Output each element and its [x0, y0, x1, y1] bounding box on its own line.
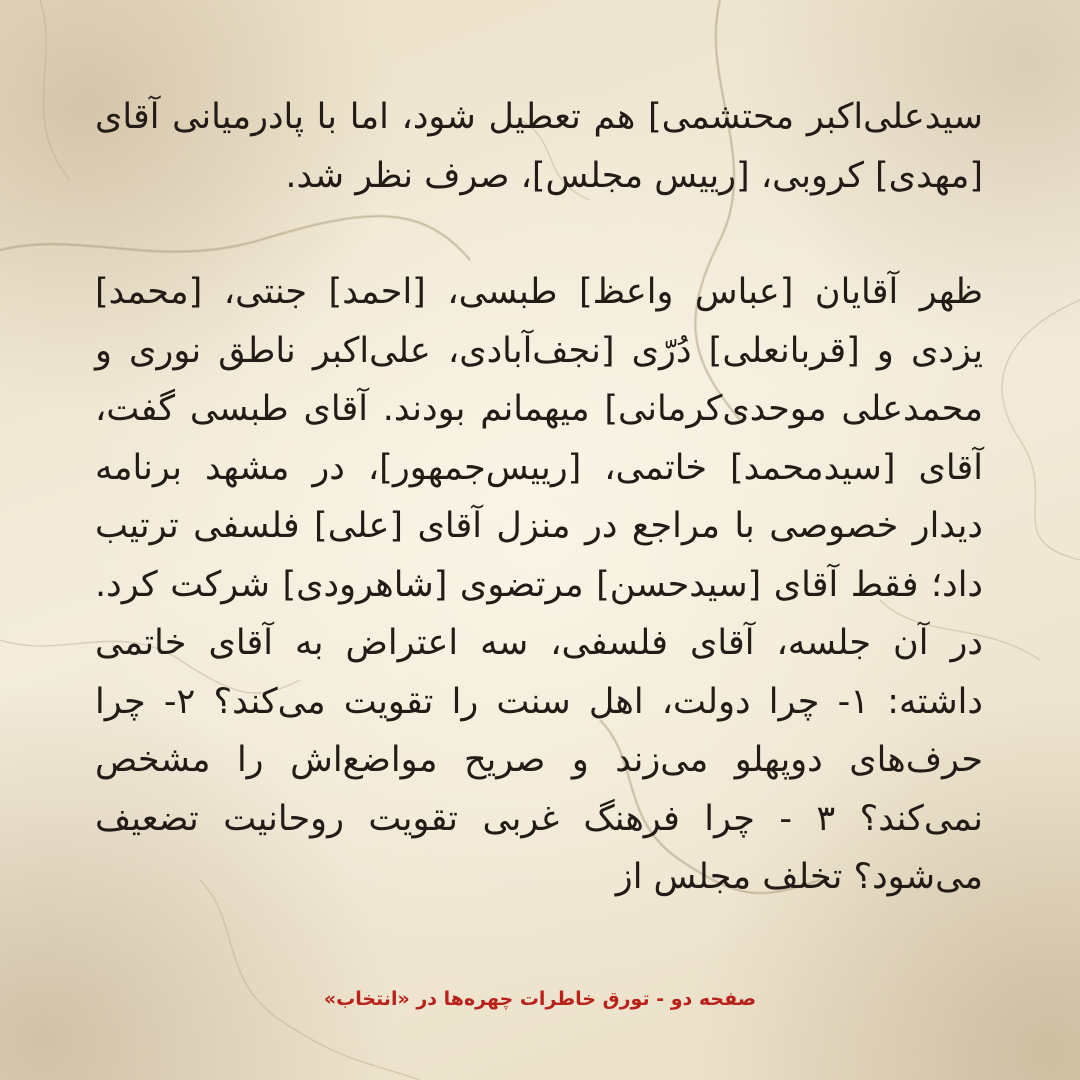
- paragraph-1: سیدعلی‌اکبر محتشمی] هم تعطیل شود، اما با پادرمیانی آقای [مهدی] کروبی، [رییس مجلس]، صرف نظر شد.: [95, 97, 983, 196]
- paragraph-2: ظهر آقایان [عباس واعظ] طبسی، [احمد] جنتی، [محمد] یزدی و [قربانعلی] دُرّی [نجف‌آبادی، علی‌اکبر ناطق نوری و محمدعلی موحدی‌کرمانی] میهمانم بودند. آقای طبسی گفت، آقای [سیدمحمد] خاتمی، [رییس‌جمهور]، در مشهد برنامه دیدار خصوصی با مراجع در منزل آقای [علی] فلسفی ترتیب داد؛ فقط آقای [سیدحسن] مرتضوی [شاهرودی] شرکت کرد. در آن جلسه، آقای فلسفی، سه اعتراض به آقای خاتمی داشته: ۱- چرا دولت، اهل سنت را تقویت می‌کند؟ ۲- چرا حرف‌های دوپهلو می‌زند و صریح مواضع‌اش را مشخص نمی‌کند؟ ۳ - چرا فرهنگ غربی تقویت روحانیت تضعیف می‌شود؟ تخلف مجلس از: [95, 272, 983, 897]
- paragraph-gap: [95, 205, 983, 263]
- page-footer-caption: صفحه دو - تورق خاطرات چهره‌ها در «انتخاب»: [323, 988, 757, 1010]
- article-body: [95, 88, 983, 907]
